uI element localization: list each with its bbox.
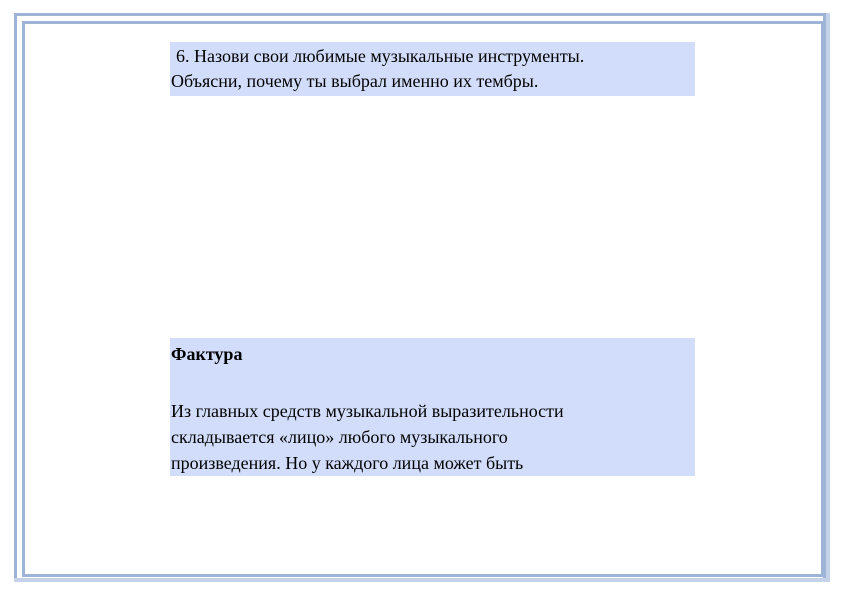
section-heading: Фактура	[171, 344, 243, 364]
frame-shadow-right	[826, 13, 830, 581]
section-body-line-1: Из главных средств музыкальной выразительности	[171, 401, 564, 421]
page-frame-inner	[22, 21, 824, 577]
section-body-line-3: произведения. Но у каждого лица может быть	[171, 453, 524, 473]
question-line-1: 6. Назови свои любимые музыкальные инструменты.	[176, 46, 585, 66]
texture-section	[170, 338, 695, 476]
question-line-2: Объясни, почему ты выбрал именно их тембры.	[171, 71, 539, 91]
section-body-line-2: складывается «лицо» любого музыкального	[171, 427, 508, 447]
section-spacer	[171, 370, 695, 398]
frame-shadow-bottom	[14, 578, 830, 582]
question-block	[170, 42, 695, 96]
